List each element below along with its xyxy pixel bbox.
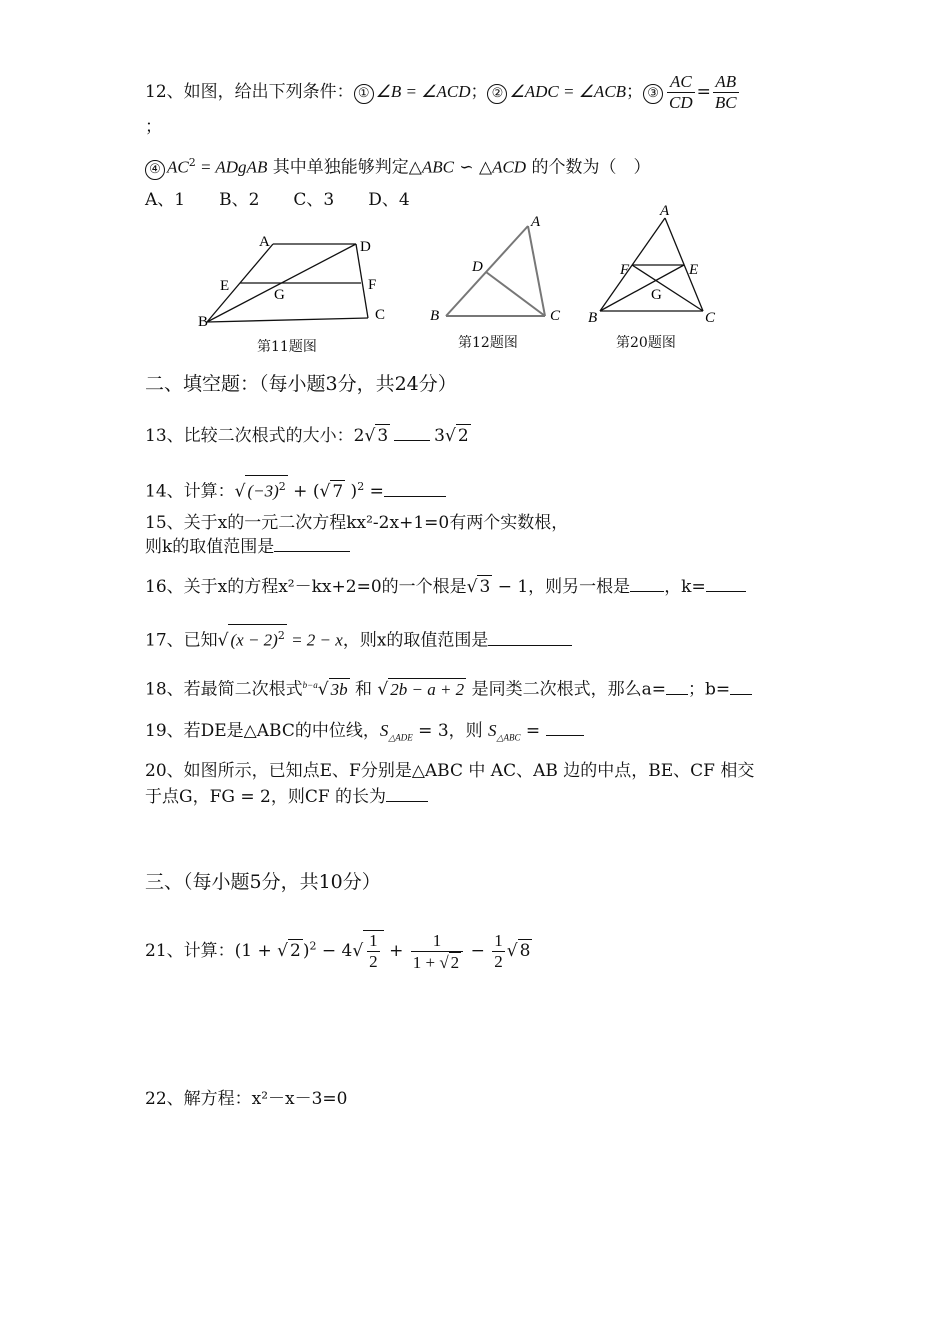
q19-text: 19、若DE是△ABC的中位线，	[145, 721, 380, 741]
fig20-label-g: G	[651, 287, 662, 303]
section-2-title: 二、填空题：（每小题3分，共24分）	[145, 373, 457, 395]
condition-1-marker: ①	[354, 84, 374, 104]
fig12-label-b: B	[430, 308, 440, 324]
condition-1: ∠B = ∠ACD	[375, 82, 471, 101]
fig11-side-bc	[207, 318, 368, 322]
fraction-half-2	[492, 931, 505, 972]
q19-answer-blank[interactable]	[546, 735, 584, 736]
radicand: 2	[289, 941, 301, 961]
q21: 21、计算：(1 + √ 2 )$^2$ − 4√ $\frac{1}{2}$ + $\frac{1}{1 + √ 2}$ − $\frac{1}{2}$ √ 8	[145, 930, 531, 972]
q20-answer-blank[interactable]	[386, 801, 428, 802]
fig11-caption: 第11题图	[257, 339, 317, 355]
q17-rhs: = 2 − x	[286, 630, 343, 650]
q13-answer-blank[interactable]	[394, 440, 430, 441]
q18-a-blank[interactable]	[666, 694, 688, 695]
fig11-label-d: D	[360, 239, 371, 255]
q12-intro: 12、如图，给出下列条件：	[145, 82, 354, 102]
fig20-label-b: B	[588, 310, 598, 326]
radicand: (−3)	[247, 481, 279, 501]
area-symbol: S	[379, 721, 389, 740]
q19	[145, 720, 584, 748]
exponent: 2	[277, 629, 285, 642]
q16-text: 16、关于x的方程x²－kx+2=0的一个根是	[145, 577, 467, 597]
q16-k-label: ，k=	[664, 577, 706, 597]
coefficient: 3	[434, 426, 445, 446]
radicand: (x − 2)	[230, 630, 278, 650]
condition-4-right: = ADgAB	[195, 157, 268, 177]
fig11-label-c: C	[375, 307, 386, 323]
fraction-reciprocal	[411, 931, 463, 973]
q16-k-blank[interactable]	[706, 591, 746, 592]
q18-b-label: ；b=	[687, 679, 731, 700]
radical-half	[363, 930, 384, 972]
paren-open: (1 +	[234, 941, 278, 961]
fig12-side-ac	[528, 226, 545, 316]
fig12-segment-dc	[486, 272, 545, 316]
plus: + (	[287, 481, 320, 502]
separator: ；	[470, 82, 488, 102]
fig11-label-g: G	[274, 287, 285, 303]
q12-question-text: 其中单独能够判定△	[267, 157, 422, 178]
fig11-label-a: A	[259, 234, 270, 250]
q17-tail: ，则x的取值范围是	[342, 630, 489, 651]
q15-line2	[145, 536, 350, 558]
figure-11	[207, 244, 368, 322]
area-subscript: △ADE	[388, 732, 413, 743]
fig12-label-a: A	[531, 214, 541, 230]
and-text: 和	[349, 679, 378, 700]
triangle-acd: ACD	[492, 157, 527, 177]
q16-root-blank[interactable]	[630, 591, 664, 592]
radicand: 2	[457, 426, 469, 446]
frac-den: BC	[714, 93, 737, 112]
fig20-caption: 第20题图	[616, 335, 676, 351]
figures-svg	[0, 0, 950, 360]
coefficient: 2	[353, 426, 365, 446]
den-part: 1 +	[412, 952, 440, 972]
q17-answer-blank[interactable]	[488, 645, 572, 646]
q18-tail: 是同类二次根式，那么a=	[466, 679, 666, 700]
frac-num: 1	[494, 931, 503, 950]
q20-text: 于点G，FG = 2，则CF 的长为	[145, 787, 387, 807]
q15-answer-blank[interactable]	[274, 551, 350, 552]
figure-12	[446, 226, 545, 316]
radicand: 8	[519, 941, 531, 961]
q12-semicolon: ；	[145, 117, 162, 137]
fig12-label-d: D	[472, 259, 483, 275]
fig11-label-f: F	[368, 277, 377, 293]
q14: 14、计算：√ $(-3)^2$ + (√ 7 )$^2$ =	[145, 475, 446, 503]
fraction-half	[367, 931, 380, 972]
q17: 17、已知√ $(x - 2)^2 = 2 - x$，则x的取值范围是	[145, 624, 572, 652]
q12-count-text: 的个数为（ ）	[526, 157, 651, 178]
fig20-label-c: C	[705, 310, 716, 326]
condition-3-marker: ③	[643, 84, 663, 104]
plus: +	[383, 941, 409, 961]
q15-line1: 15、关于x的一元二次方程kx²-2x+1=0有两个实数根，	[145, 513, 569, 533]
q16-text-2: − 1，则另一根是	[492, 577, 631, 597]
frac-num: AC	[667, 72, 695, 93]
fig20-label-a: A	[660, 203, 670, 219]
q19-mid: = 3，则	[412, 721, 489, 741]
separator: ；	[626, 82, 644, 102]
q13-text: 13、比较二次根式的大小：	[145, 426, 354, 446]
equals: =	[696, 82, 711, 102]
frac-den: 2	[369, 952, 378, 971]
triangle-abc: ABC	[421, 157, 454, 177]
q14-answer-blank[interactable]	[384, 496, 446, 497]
fig11-label-e: E	[220, 278, 230, 294]
paren: )	[345, 481, 358, 502]
frac-den: CD	[669, 93, 693, 112]
q22-text: 22、解方程：x²－x－3=0	[145, 1089, 348, 1109]
radicand: 7	[332, 481, 344, 502]
fig20-label-f: F	[620, 262, 630, 278]
area-subscript: △ABC	[496, 732, 521, 743]
q15-text: 则k的取值范围是	[145, 537, 275, 557]
condition-4-marker: ④	[145, 160, 165, 180]
condition-2: ∠ADC = ∠ACB	[509, 82, 627, 101]
q21-text: 21、计算：	[145, 941, 235, 961]
fig12-label-c: C	[550, 308, 561, 324]
exponent: 2	[357, 480, 365, 493]
q18: 18、若最简二次根式$^{b-a}$√ 3b 和 √ 2b − a + 2 是同类二次根式，那么a= ；b=	[145, 674, 752, 701]
exponent: 2	[278, 480, 286, 493]
radicand: 3	[479, 577, 491, 597]
paren-close: )	[302, 941, 310, 961]
fig11-side-dc	[356, 244, 368, 318]
fig12-side-ab	[446, 226, 528, 316]
frac-den: 2	[494, 952, 503, 971]
radicand: 2b − a + 2	[390, 679, 465, 699]
similar-sign: ∽ △	[453, 157, 493, 178]
root-index: b−a	[302, 680, 318, 690]
exponent: 2	[309, 939, 317, 953]
radicand: 3	[377, 426, 389, 446]
radicand: 3b	[330, 679, 348, 699]
frac-den: 1 + √ 2	[412, 952, 460, 972]
q13: 13、比较二次根式的大小：2√ 3 3√ 2	[145, 426, 469, 446]
section-3-title: 三、（每小题5分，共10分）	[145, 871, 381, 893]
q14-radical-1	[245, 475, 287, 503]
q20-line2	[145, 786, 428, 808]
minus-four: − 4	[316, 941, 353, 961]
q18-text: 18、若最简二次根式	[145, 679, 303, 700]
fig11-label-b: B	[198, 314, 209, 330]
area-symbol: S	[488, 721, 497, 740]
frac-num: 1	[411, 931, 463, 952]
frac-num: AB	[713, 72, 739, 93]
q14-text: 14、计算：	[145, 481, 235, 502]
exponent: 2	[188, 156, 196, 169]
q17-radical	[228, 624, 286, 652]
q12-options: A、1 B、2 C、3 D、4	[145, 190, 410, 210]
radicand: 2	[450, 952, 460, 972]
q18-b-blank[interactable]	[730, 694, 752, 695]
equals: =	[364, 481, 384, 502]
frac-num: 1	[369, 931, 378, 950]
q20-line1: 20、如图所示，已知点E、F分别是△ABC 中 AC、AB 边的中点，BE、CF 相交	[145, 761, 755, 781]
condition-4-left: AC	[167, 157, 189, 177]
condition-2-marker: ②	[487, 84, 507, 104]
fig20-label-e: E	[689, 262, 699, 278]
equals: =	[520, 721, 541, 741]
fig12-caption: 第12题图	[458, 335, 518, 351]
q16: 16、关于x的方程x²－kx+2=0的一个根是√ 3 − 1，则另一根是 ，k=	[145, 575, 746, 598]
minus: −	[465, 941, 491, 961]
q17-text: 17、已知	[145, 630, 218, 651]
